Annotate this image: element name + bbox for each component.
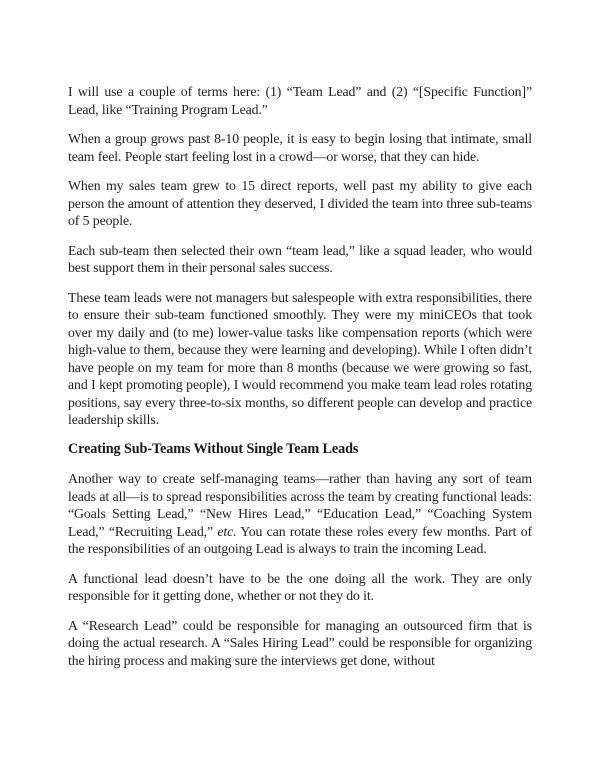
page-text-content bbox=[68, 83, 532, 669]
text-run: These team leads were not managers but salespeople with extra responsibilities, there to ensure their sub-team functioned smoothly. They were my miniCEOs that took over my daily and (to me) lower-value tasks like compensation reports (which were high-value to them, because they were learning and developing). While I often didn’t have people on my team for more than 8 months (because we were growing so fast, and I kept promoting people), I would recommend you make team lead roles rotating positions, say every three-to-six months, so different people can develop and practice leadership skills. bbox=[68, 289, 532, 427]
section-heading bbox=[68, 441, 532, 459]
paragraph bbox=[68, 570, 532, 605]
paragraph bbox=[68, 470, 532, 558]
text-run: Creating Sub-Teams Without Single Team Leads bbox=[68, 440, 359, 457]
text-run: You can rotate these roles every few months. Part of the responsibilities of an outgoing Lead is always to train the incoming Lead. bbox=[68, 523, 533, 556]
paragraph bbox=[68, 83, 532, 118]
text-run: Another way to create self-managing teams—rather than having any sort of team leads at all—is to spread responsibilities across the team by creating functional leads: “Goals Setting Lead,” “New Hires Lead,” “Education Lead,” “Coaching System Lead,” “Recruiting Lead,” bbox=[68, 471, 532, 539]
text-run: A “Research Lead” could be responsible for managing an outsourced firm that is doing the actual research. A “Sales Hiring Lead” could be responsible for organizing the hiring process and making sure the interviews get done, without bbox=[68, 617, 532, 668]
text-run: When my sales team grew to 15 direct reports, well past my ability to give each person the amount of attention they deserved, I divided the team into three sub-teams of 5 people. bbox=[68, 178, 532, 228]
paragraph bbox=[68, 177, 532, 230]
text-run: etc. bbox=[217, 523, 237, 539]
paragraph bbox=[68, 289, 532, 429]
paragraph bbox=[68, 130, 532, 165]
text-run: Each sub-team then selected their own “team lead,” like a squad leader, who would best support them in their personal sales success. bbox=[68, 242, 532, 275]
text-run: I will use a couple of terms here: (1) “Team Lead” and (2) “[Specific Function]” Lead, like “Training Program Lead.” bbox=[68, 84, 532, 117]
text-run: When a group grows past 8-10 people, it is easy to begin losing that intimate, small team feel. People start feeling lost in a crowd—or worse, that they can hide. bbox=[68, 131, 532, 164]
paragraph bbox=[68, 617, 532, 670]
text-run: A functional lead doesn’t have to be the one doing all the work. They are only responsible for it getting done, whether or not they do it. bbox=[68, 570, 532, 603]
paragraph bbox=[68, 242, 532, 277]
